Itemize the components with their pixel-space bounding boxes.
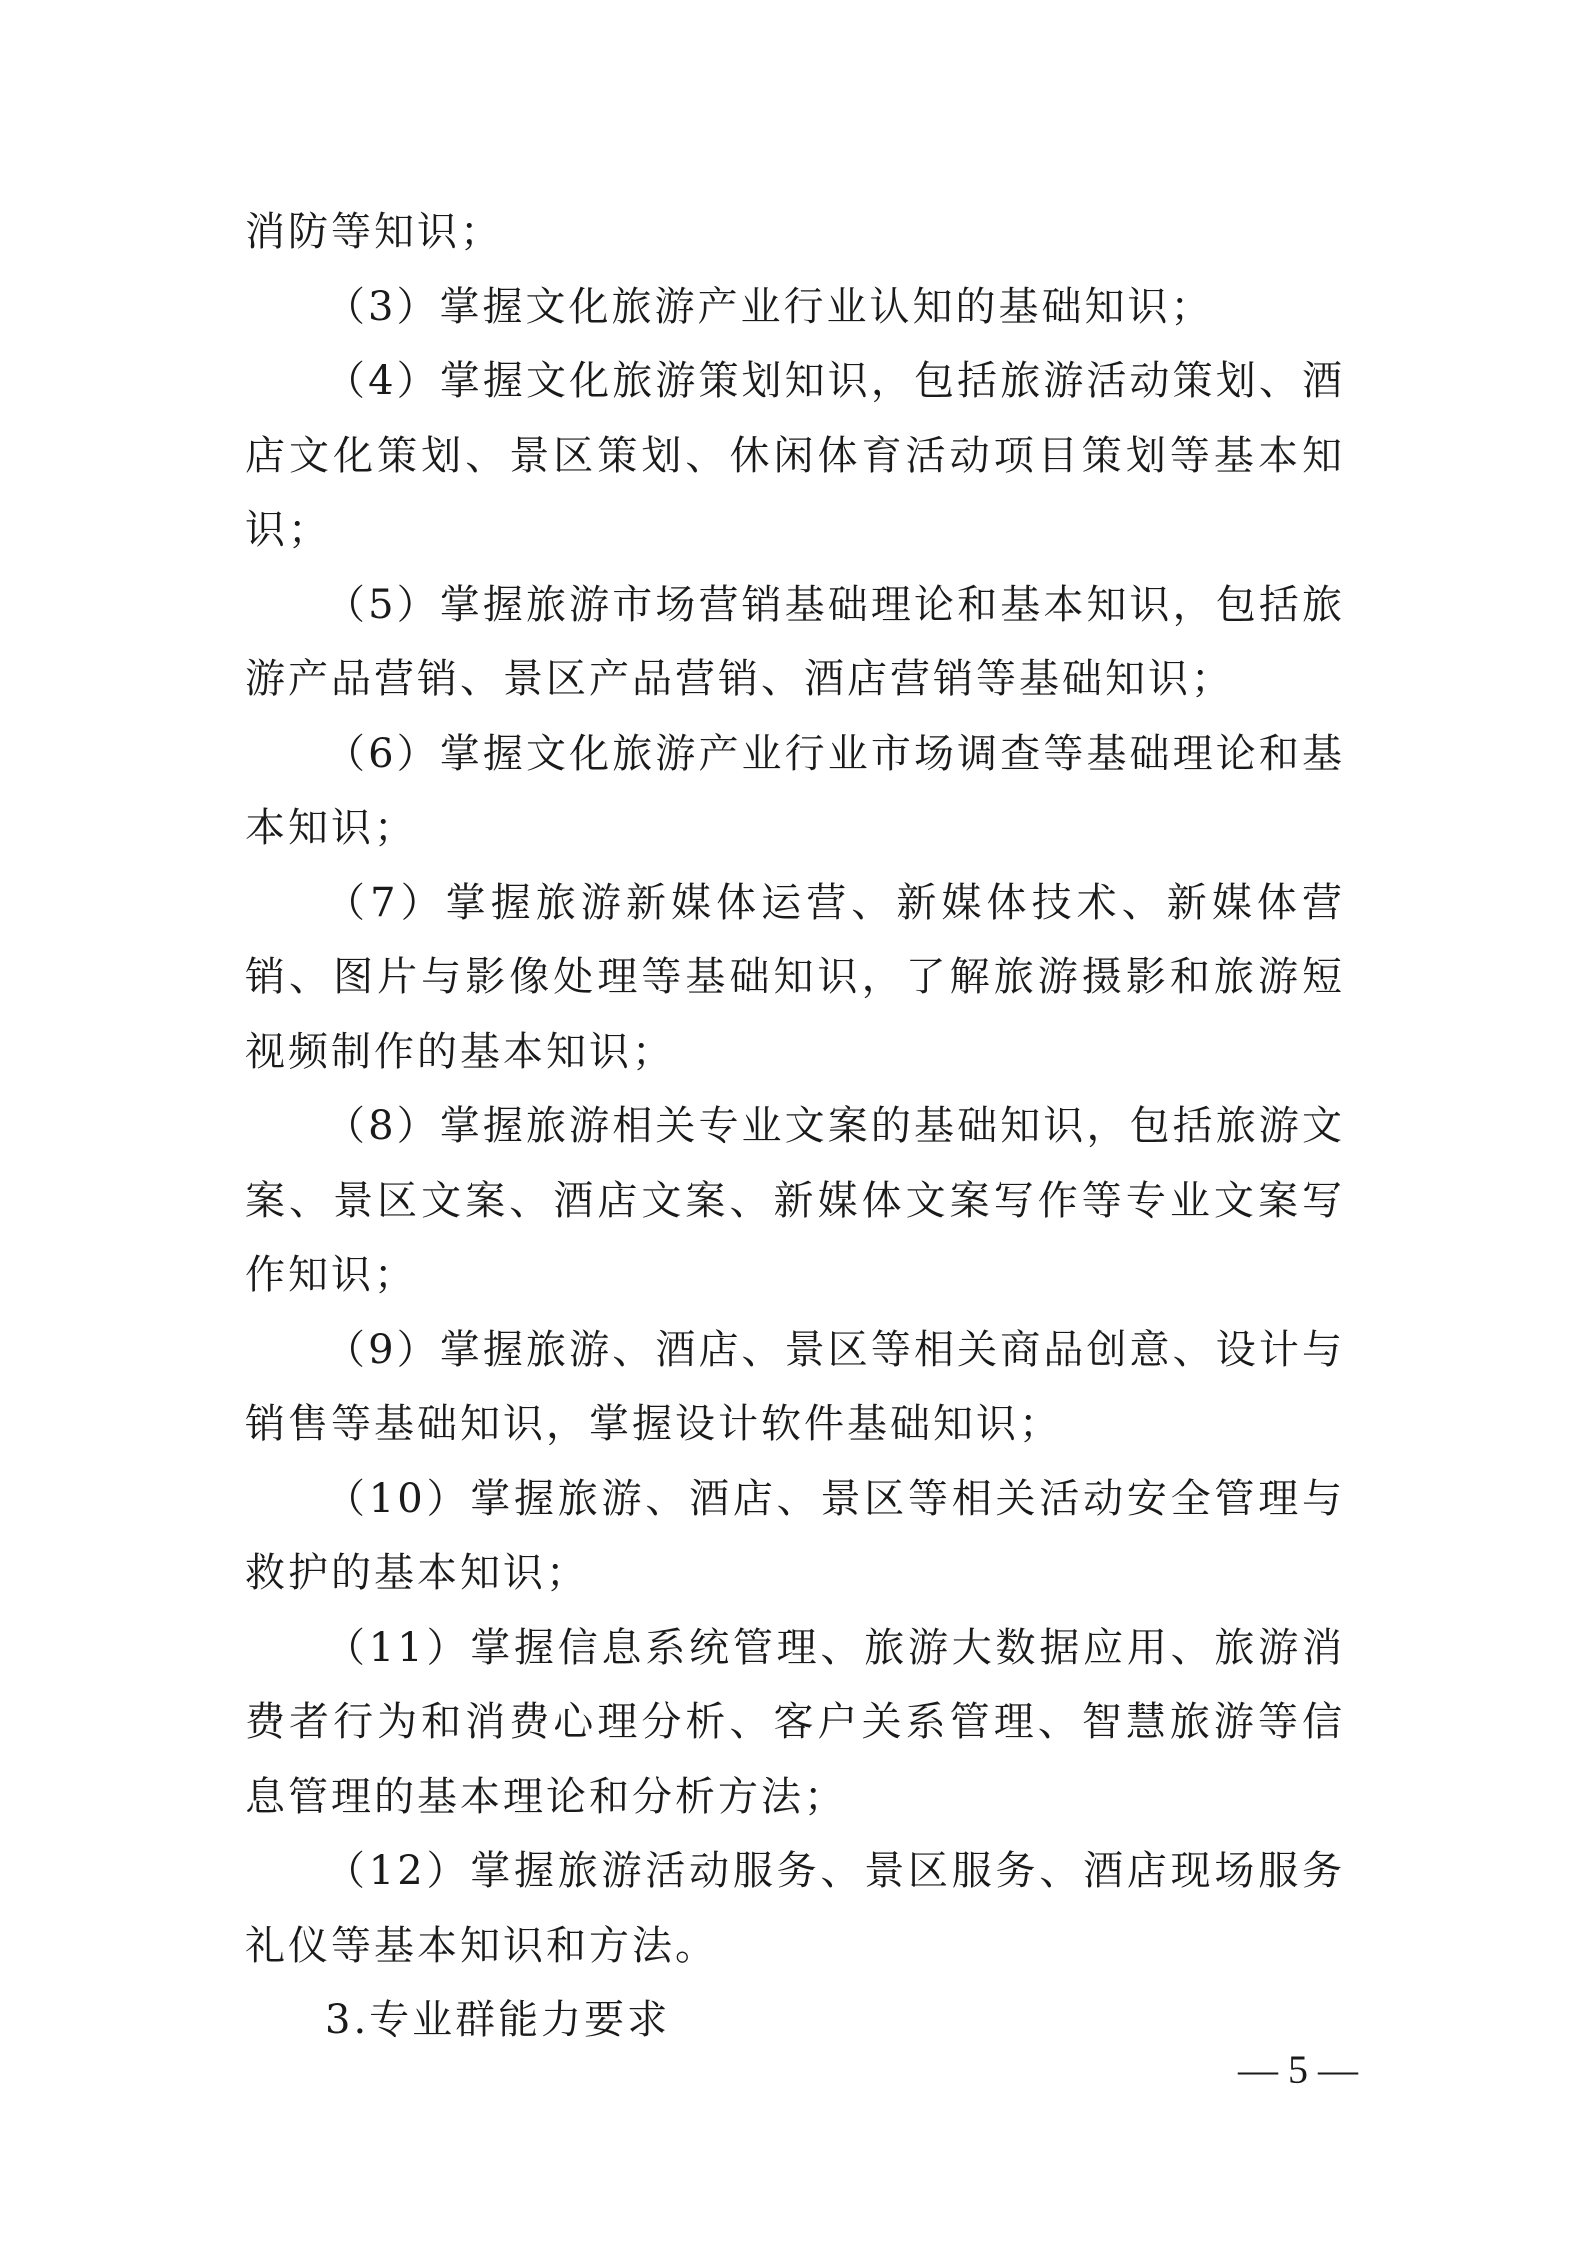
paragraph-item-3: （3）掌握文化旅游产业行业认知的基础知识； <box>325 283 1214 330</box>
paragraph-fire-knowledge: 消防等知识； <box>245 209 503 255</box>
page-number: — 5 — <box>1238 2047 1358 2092</box>
paragraph-item-11: （11）掌握信息系统管理、旅游大数据应用、旅游消费者行为和消费心理分析、客户关系管理、智慧旅游等信息管理的基本理论和分析方法； <box>245 1624 1345 1820</box>
paragraph-item-10: （10）掌握旅游、酒店、景区等相关活动安全管理与救护的基本知识； <box>245 1475 1345 1596</box>
paragraph-item-12: （12）掌握旅游活动服务、景区服务、酒店现场服务礼仪等基本知识和方法。 <box>245 1848 1345 1969</box>
section-heading: 3.专业群能力要求 <box>325 1997 671 2043</box>
paragraph-item-8: （8）掌握旅游相关专业文案的基础知识，包括旅游文案、景区文案、酒店文案、新媒体文案写作等专业文案写作知识； <box>245 1103 1345 1298</box>
paragraph-item-5: （5）掌握旅游市场营销基础理论和基本知识，包括旅游产品营销、景区产品营销、酒店营销等基础知识； <box>245 581 1345 702</box>
paragraph-item-4: （4）掌握文化旅游策划知识，包括旅游活动策划、酒店文化策划、景区策划、休闲体育活动项目策划等基本知识； <box>245 358 1345 553</box>
paragraph-item-6: （6）掌握文化旅游产业行业市场调查等基础理论和基本知识； <box>245 730 1345 851</box>
paragraph-item-9: （9）掌握旅游、酒店、景区等相关商品创意、设计与销售等基础知识，掌握设计软件基础知识； <box>245 1326 1345 1447</box>
body-text <box>245 195 1345 2058</box>
paragraph-item-7: （7）掌握旅游新媒体运营、新媒体技术、新媒体营销、图片与影像处理等基础知识，了解旅游摄影和旅游短视频制作的基本知识； <box>245 879 1345 1075</box>
